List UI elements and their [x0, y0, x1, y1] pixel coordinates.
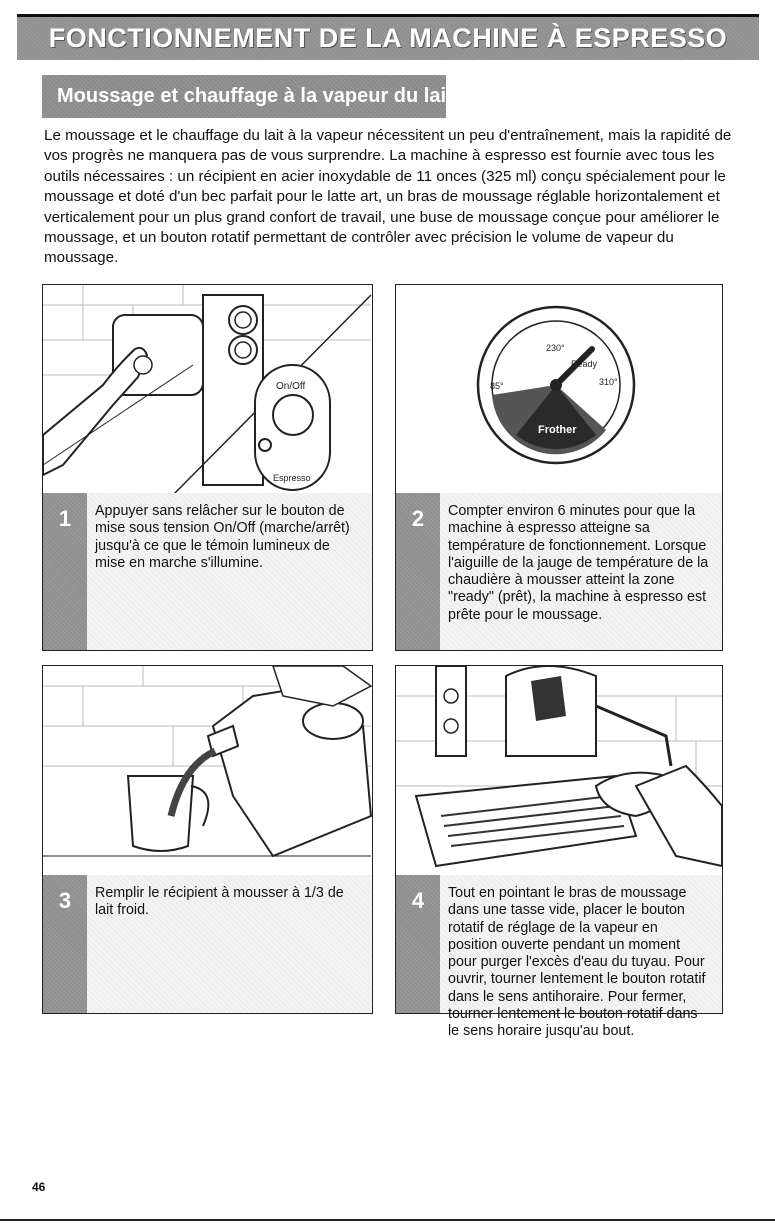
step-instruction: Compter environ 6 minutes pour que la machine à espresso atteigne sa température de fonctionnement. Lorsque l'aiguille de la jauge de température de la chaudière à mousser atteint la zone "ready" (prêt), la machine à espresso est prête pour le moussage. — [448, 503, 709, 623]
intro-paragraph: Le moussage et le chauffage du lait à la vapeur nécessitent un peu d'entraînement, mais la rapidité de vos progrès ne manquera pas de vous surprendre. La machine à espresso est fournie avec tous les outils nécessaires : un récipient en acier inoxydable de 11 onces (325 ml) conçu spécialement pour le moussage et doté d'un bec parfait pour le latte art, un bras de moussage réglable horizontalement et verticalement pour un plus grand confort de travail, une buse de moussage conçue pour améliorer le moussage, et un bouton rotatif permettant de contrôler avec précision le volume de vapeur du moussage. — [44, 127, 732, 267]
step-3-panel — [42, 665, 373, 1014]
step-number-badge — [43, 493, 87, 650]
page-header-title: FONCTIONNEMENT DE LA MACHINE À ESPRESSO — [48, 23, 728, 53]
step-2-caption — [396, 493, 722, 650]
step-1-panel — [42, 284, 373, 651]
step-4-caption — [396, 875, 722, 1040]
step-1-caption — [43, 493, 372, 650]
bottom-rule — [0, 1219, 775, 1221]
step-instruction: Appuyer sans relâcher sur le bouton de mise sous tension On/Off (marche/arrêt) jusqu'à ce que le témoin lumineux de mise en marche s'illumine. — [95, 503, 350, 571]
step-3-illustration — [43, 666, 372, 866]
step-4-illustration — [396, 666, 722, 866]
page-header — [17, 14, 759, 60]
step-number-badge — [43, 875, 87, 1013]
step-number: 3 — [58, 888, 72, 913]
onoff-label: On/Off — [276, 381, 306, 392]
section-heading — [42, 75, 453, 118]
step-number: 1 — [58, 506, 72, 531]
step-2-illustration — [396, 285, 722, 485]
gauge-mid-label: 230° — [546, 343, 565, 353]
step-4-panel — [395, 665, 723, 1040]
section-heading-title: Moussage et chauffage à la vapeur du lait — [57, 85, 453, 107]
step-number-badge — [396, 875, 440, 1013]
step-number: 2 — [411, 506, 425, 531]
gauge-max-label: 310° — [599, 377, 618, 387]
espresso-label: Espresso — [273, 473, 311, 483]
step-instruction: Tout en pointant le bras de moussage dans une tasse vide, placer le bouton rotatif de réglage de la vapeur en position ouverte pendant un moment pour purger l'excès d'eau du tuyau. Pour ouvrir, tourner lentement le bouton rotatif dans le sens antihoraire. Pour fermer, tourner lentement le bouton rotatif dans le sens horaire jusqu'au bout. — [448, 885, 706, 1040]
step-number: 4 — [411, 888, 425, 913]
gauge-ready-label: Ready — [571, 359, 598, 369]
step-1-illustration — [43, 285, 372, 495]
step-number-badge — [396, 493, 440, 650]
gauge-min-label: 85° — [490, 381, 504, 391]
step-2-panel — [395, 284, 723, 651]
page-number: 46 — [32, 1180, 46, 1194]
step-3-caption — [43, 875, 372, 1013]
gauge-frother-label: Frother — [538, 424, 577, 436]
step-instruction: Remplir le récipient à mousser à 1/3 de lait froid. — [95, 885, 344, 919]
